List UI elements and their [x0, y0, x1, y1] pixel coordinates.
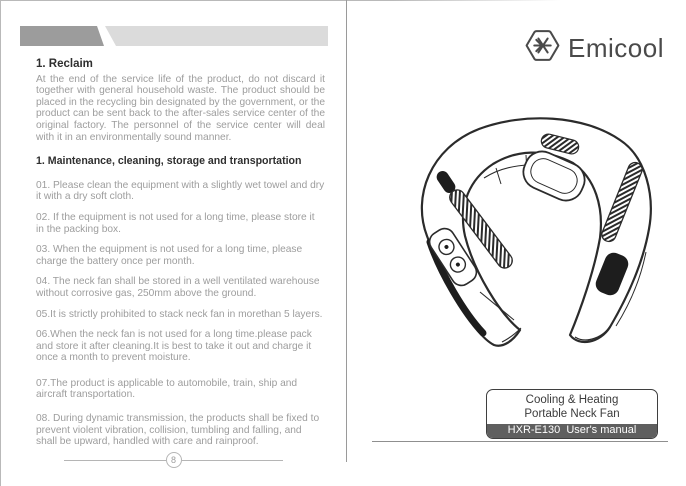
- product-title-box: [486, 389, 658, 439]
- page-header-bar: [20, 26, 328, 46]
- maintenance-item-5: 05.It is strictly prohibited to stack neck fan in morethan 5 layers.: [36, 308, 323, 320]
- product-title-line2: Portable Neck Fan: [524, 407, 620, 420]
- footer-rule-right: [182, 460, 284, 461]
- model-manual-bar: HXR-E130 User's manual: [487, 424, 657, 438]
- brand-name: Emicool: [568, 32, 664, 63]
- section-heading-reclaim: 1. Reclaim: [36, 58, 93, 70]
- footer-rule-left: [64, 460, 166, 461]
- section-heading-maintenance: 1. Maintenance, cleaning, storage and transportation: [36, 155, 302, 168]
- snowflake-hexagon-icon: [524, 26, 561, 70]
- header-dark-segment: [20, 26, 104, 46]
- header-light-segment: [105, 26, 328, 46]
- maintenance-item-7: 07.The product is applicable to automobile, train, ship and aircraft transportation.: [36, 377, 298, 401]
- product-title-text: [487, 390, 657, 424]
- maintenance-item-6: 06.When the neck fan is not used for a long time.please pack and store it after cleaning.It is best to take it out and charge it once a month to prevent moisture.: [36, 329, 312, 364]
- manual-page-left: [1, 0, 346, 486]
- page-number-badge: 8: [166, 452, 182, 468]
- neck-fan-illustration: [384, 102, 676, 360]
- page-body-text: [36, 59, 325, 457]
- maintenance-item-3: 03. When the equipment is not used for a long time, please charge the battery once per month.: [36, 244, 303, 267]
- product-title-line1: Cooling & Heating: [525, 394, 619, 406]
- brand-logo: [524, 26, 664, 70]
- maintenance-item-8: 08. During dynamic transmission, the products shall be fixed to prevent violent vibration, collision, tumbling and falling, and shall be upward, handled with care and rainproof.: [36, 413, 320, 448]
- right-page-rule: [372, 441, 668, 442]
- maintenance-item-1: 01. Please clean the equipment with a slightly wet towel and dry it with a dry soft cloth.: [36, 179, 325, 203]
- page-footer: [64, 452, 283, 468]
- reclaim-paragraph: At the end of the service life of the product, do not discard it together with general household waste. The product should be placed in the recycling bin designated by the government, or the product can be sent back to the after-sales service center of the original factory. The personnel of the service center will deal with it in an environmentally sound manner.: [36, 73, 325, 143]
- maintenance-item-4: 04. The neck fan shall be stored in a well ventilated warehouse without corrosive gas, 250mm above the ground.: [36, 276, 320, 299]
- manual-page-right: [347, 0, 686, 486]
- maintenance-item-2: 02. If the equipment is not used for a long time, please store it in the packing box.: [36, 211, 315, 235]
